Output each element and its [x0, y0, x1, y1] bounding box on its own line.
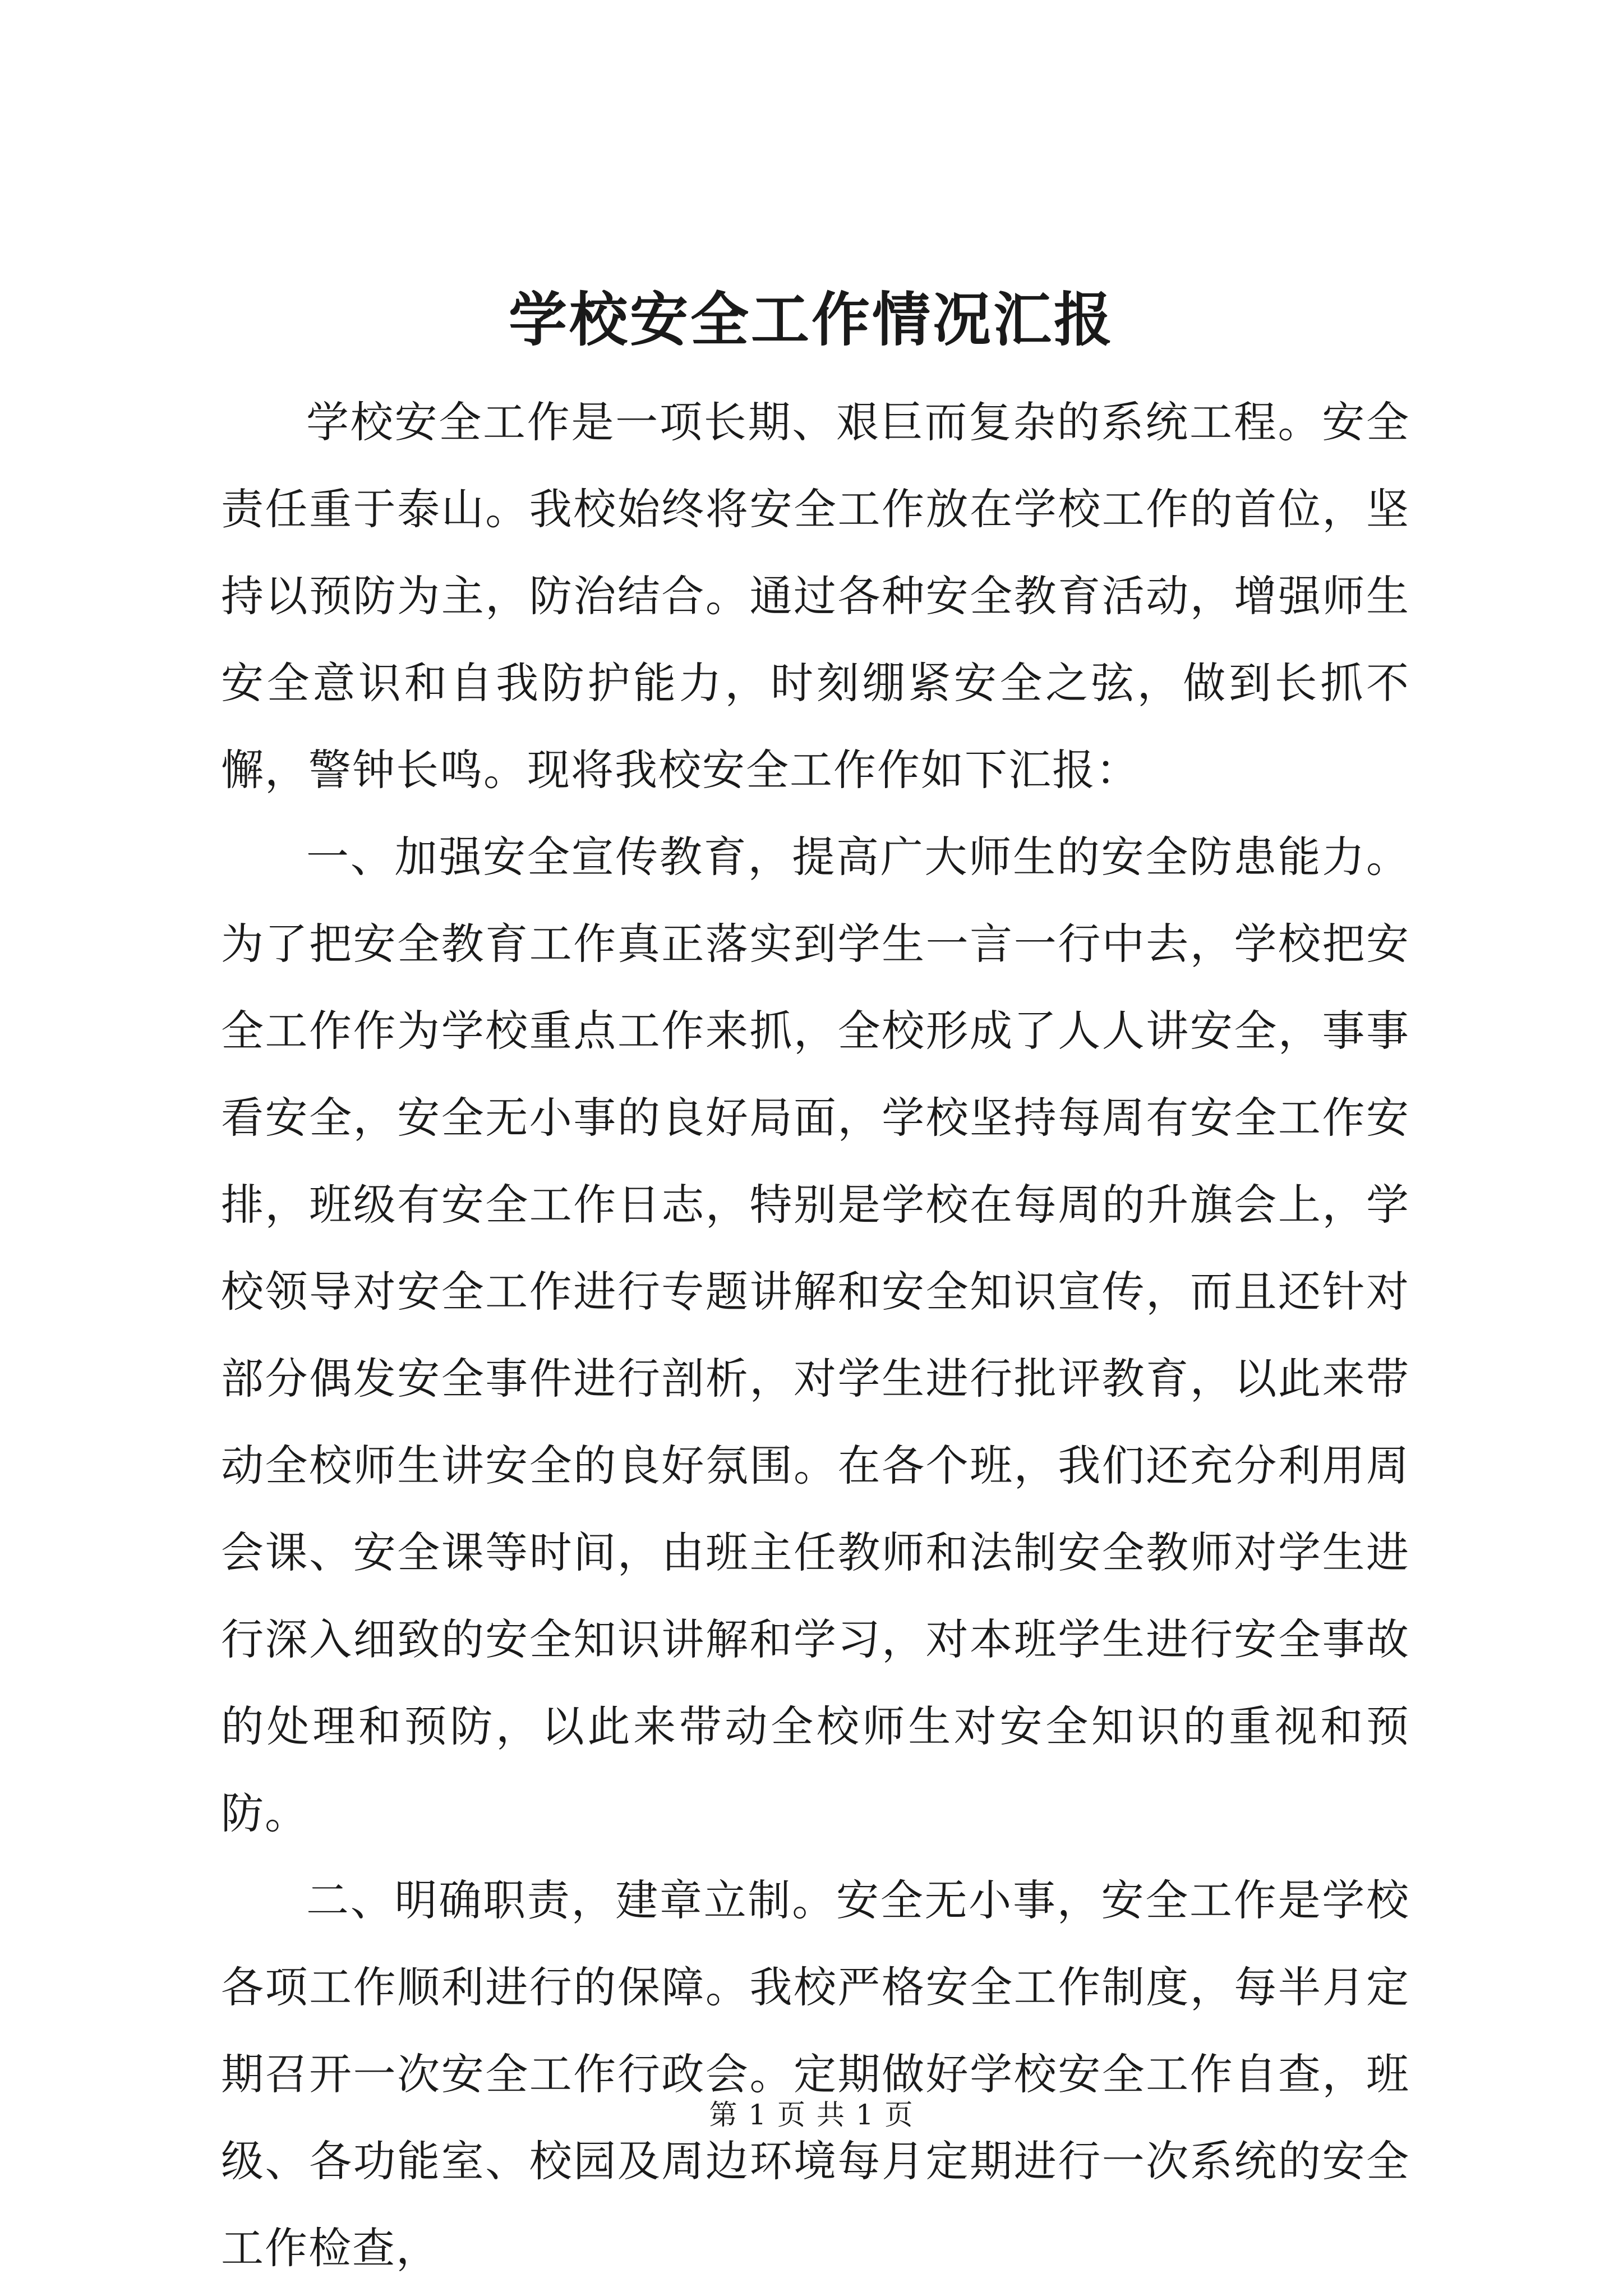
document-body — [221, 379, 1410, 2292]
paragraph-section-2: 二、明确职责，建章立制。安全无小事，安全工作是学校各项工作顺利进行的保障。我校严格安全工作制度，每半月定期召开一次安全工作行政会。定期做好学校安全工作自查，班级、各功能室、校园及周边环境每月定期进行一次系统的安全工作检查， — [221, 1875, 1410, 2273]
paragraph-intro: 学校安全工作是一项长期、艰巨而复杂的系统工程。安全责任重于泰山。我校始终将安全工作放在学校工作的首位，坚持以预防为主，防治结合。通过各种安全教育活动，增强师生安全意识和自我防护能力，时刻绷紧安全之弦，做到长抓不懈，警钟长鸣。现将我校安全工作作如下汇报： — [221, 397, 1410, 795]
document-title: 学校安全工作情况汇报 — [508, 285, 1114, 354]
paragraph-section-1: 一、加强安全宣传教育，提高广大师生的安全防患能力。为了把安全教育工作真正落实到学生一言一行中去，学校把安全工作作为学校重点工作来抓，全校形成了人人讲安全，事事看安全，安全无小事的良好局面，学校坚持每周有安全工作安排，班级有安全工作日志，特别是学校在每周的升旗会上，学校领导对安全工作进行专题讲解和安全知识宣传，而且还针对部分偶发安全事件进行剖析，对学生进行批评教育，以此来带动全校师生讲安全的良好氛围。在各个班，我们还充分利用周会课、安全课等时间，由班主任教师和法制安全教师对学生进行深入细致的安全知识讲解和学习，对本班学生进行安全事故的处理和预防，以此来带动全校师生对安全知识的重视和预防。 — [221, 832, 1410, 1838]
page-footer: 第 1 页 共 1 页 — [709, 2099, 914, 2131]
